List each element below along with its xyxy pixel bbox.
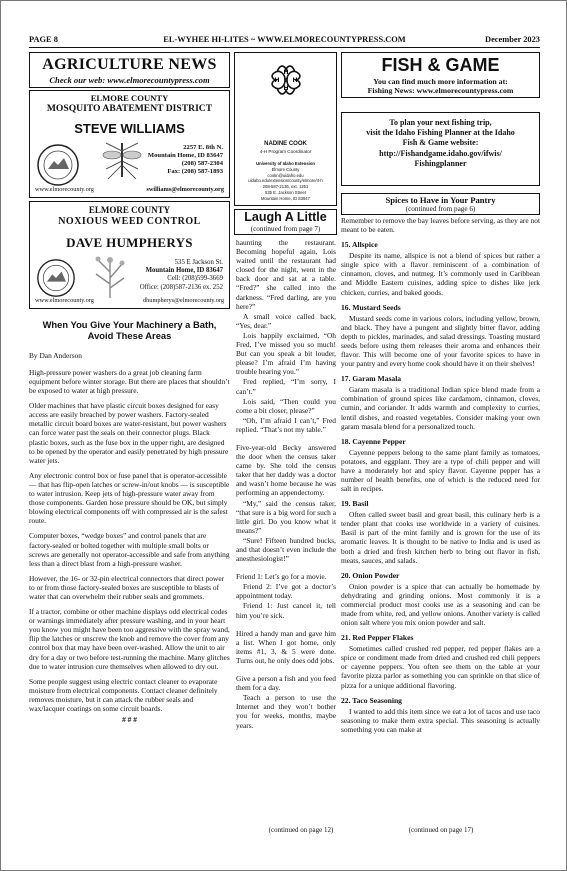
machinery-paragraph: Any electronic control box or fuse panel that is operator-accessible — that has flip-open latches or screw-in/out knobs — is susceptible to water intrusion. Keep jets of high-pressure water away from those components. Garden hose pressure should be OK, but simply blowing electrical components off with compressed air is the safest route. bbox=[29, 470, 230, 526]
mosquito-ad-city: Mountain Home, ID 83647 bbox=[147, 152, 223, 159]
spices-continued-footer: (continued on page 17) bbox=[408, 826, 474, 834]
extension-ad-role: 4-H Program Coordinator bbox=[259, 149, 312, 154]
extension-ad-name: NADINE COOK bbox=[264, 141, 307, 147]
extension-ad-web[interactable]: uidaho.edu/extension/county/elmore/4-h bbox=[248, 178, 323, 184]
machinery-title-line2: Avoid These Areas bbox=[87, 330, 172, 342]
spice-text: Despite its name, allspice is not a blend of spices but rather a single spice with a flavor reminiscent of a combination of cinnamon, cloves, and nutmeg. It’s commonly used in Caribbean and Middle Eastern cuisines, adding spice to dishes like jerk chicken, curries, and baked goods. bbox=[341, 251, 540, 297]
weed-ad-office: Office: (208)587-2136 ex. 252 bbox=[139, 283, 223, 291]
joke-paragraph: Lois happily exclaimed, “Oh Fred, I’ve missed you so much! But can you speak a bit louder, please? I’m afraid I’m having trouble hearing you.” bbox=[236, 330, 336, 377]
mosquito-ad-district: MOSQUITO ABATEMENT DISTRICT bbox=[46, 103, 213, 114]
joke-paragraph: “Sure! Fifteen hundred bucks, and that doesn’t even include the anesthesiologist!” bbox=[236, 535, 336, 564]
joke-paragraph: Friend 1: Let’s go for a movie. bbox=[236, 572, 327, 582]
joke-paragraph: Lois said, “Then could you come a bit closer, please?” bbox=[236, 396, 336, 415]
weed-plant-icon bbox=[90, 252, 130, 298]
agriculture-news-subtitle: Check our web: www.elmorecountypress.com bbox=[49, 75, 210, 85]
machinery-paragraph: However, the 16- or 32-pin electrical connectors that direct power to or from those factory-sealed boxes are susceptible to blasts of water that can overwhelm their rubber seals and grommets. bbox=[29, 573, 225, 601]
planner-url[interactable]: http://Fishandgame.idaho.gov/ifwis/ bbox=[379, 148, 502, 158]
joke-paragraph: “My,” said the census taker, “that sure is a big word for such a little girl. Do you know what it means?” bbox=[236, 498, 336, 535]
laugh-a-little-article bbox=[236, 238, 336, 828]
extension-ad-details bbox=[235, 161, 336, 202]
spice-heading: 20. Onion Powder bbox=[341, 570, 400, 580]
mosquito-abatement-ad bbox=[29, 90, 230, 198]
mosquito-ad-name: STEVE WILLIAMS bbox=[74, 121, 185, 136]
mosquito-ad-web[interactable]: www.elmorecounty.org bbox=[35, 186, 94, 194]
laugh-continued: (continued from page 7) bbox=[250, 225, 321, 233]
weed-ad-contact bbox=[140, 259, 223, 292]
laugh-title: Laugh A Little bbox=[244, 210, 327, 224]
noxious-weed-ad bbox=[29, 201, 230, 309]
masthead bbox=[29, 34, 540, 48]
machinery-article bbox=[29, 319, 230, 837]
article-end-mark: # # # bbox=[122, 715, 137, 725]
fish-game-link[interactable]: Fishing News: www.elmorecountypress.com bbox=[367, 86, 514, 95]
machinery-article-title bbox=[29, 319, 230, 342]
laugh-a-little-header bbox=[234, 209, 337, 235]
weed-ad-name: DAVE HUMPHERYS bbox=[66, 235, 193, 250]
spices-header bbox=[341, 193, 540, 215]
spice-text: Onion powder is a spice that can actually be homemade by dehydrating and grinding onions. Most commonly it is a commercial product most cooks use as a seasoning and can be made from white, red, and yellow onions. Another variety is called onion salt where you mix onion powder and salt. bbox=[341, 581, 540, 628]
extension-ad-phone: 208-587-2136, ext. 1251 bbox=[262, 184, 309, 190]
publication-title: EL-WYHEE HI-LITES ~ WWW.ELMORECOUNTYPRESS.COM bbox=[163, 35, 406, 44]
county-seal-icon bbox=[36, 258, 76, 298]
joke-paragraph: Fred replied, “I’m sorry, I can’t.” bbox=[236, 377, 336, 396]
laugh-continued-footer: (continued on page 12) bbox=[268, 826, 334, 834]
joke-paragraph: A small voice called back, “Yes, dear.” bbox=[236, 311, 336, 330]
spice-text: Cayenne peppers belong to the same plant family as tomatoes, potatoes, and eggplant. They are a type of chili pepper and will have a moderately hot and spicy flavor. Cayenne pepper has a number of health benefits, one of which is the reduced need for salt in recipes. bbox=[341, 447, 540, 494]
four-h-clover-icon bbox=[265, 59, 307, 101]
extension-4h-ad bbox=[234, 52, 337, 206]
fish-game-banner bbox=[341, 52, 540, 98]
extension-ad-street: 535 E. Jackson Street bbox=[265, 189, 306, 195]
extension-ad-city: Mountain Home, ID 83647 bbox=[261, 195, 310, 201]
mosquito-ad-email[interactable]: swilliams@elmorecounty.org bbox=[146, 186, 224, 194]
machinery-paragraphs bbox=[29, 368, 230, 713]
svg-text:H: H bbox=[283, 85, 289, 92]
mosquito-ad-fax: Fax: (208) 587-1893 bbox=[167, 168, 223, 175]
agriculture-news-title: AGRICULTURE NEWS bbox=[42, 56, 217, 73]
spices-continued: (continued from page 6) bbox=[405, 205, 476, 213]
mosquito-ad-county: ELMORE COUNTY bbox=[90, 93, 169, 103]
extension-ad-county: Elmore County bbox=[271, 166, 300, 172]
svg-text:H: H bbox=[274, 77, 280, 84]
mosquito-ad-address: 2257 E. 8th N. bbox=[183, 144, 223, 151]
mosquito-ad-phone: (208) 587-2304 bbox=[181, 160, 223, 167]
fish-game-info: You can find much more information at: bbox=[373, 77, 508, 86]
fish-game-title: FISH & GAME bbox=[381, 55, 500, 75]
spices-title: Spices to Have in Your Pantry bbox=[385, 195, 496, 205]
planner-line: To plan your next fishing trip, bbox=[389, 118, 492, 127]
joke-paragraph: Friend 2: I’ve got a doctor’s appointment today. bbox=[236, 582, 336, 601]
joke-paragraph: Five-year-old Becky answered the door when the census taker came by. She told the census taker that her daddy was a doctor and wasn’t home because he was performing an appendectomy. bbox=[236, 442, 336, 498]
machinery-paragraph: Computer boxes, “wedge boxes” and control panels that are factory-sealed or bolted together with multiple small bolts or screws are generally not operator-accessible and safe from anything less than a direct blast from a high-pressure washer. bbox=[29, 531, 230, 568]
machinery-paragraph: Older machines that have plastic circuit boxes designed for easy access are easily breached by power washers. Factory-sealed metallic circuit board boxes are water-resistant, but power washers can force water past the seals on their connector plugs. Black plastic boxes, such as the fuse box in the upper right, are designed to be opened by the operator and easily penetrated by high pressure water jets. bbox=[29, 401, 229, 465]
spices-article bbox=[341, 216, 540, 828]
extension-ad-email[interactable]: cookn@uidaho.edu bbox=[267, 172, 304, 178]
machinery-paragraph: Some people suggest using electric contact cleaner to evaporate moisture from electrical components. Contact cleaner definitely removes moisture, but it can attack the rubber seals and wax/lacquer coatings on some circuit boards. bbox=[29, 676, 218, 713]
weed-ad-city: Mountain Home, ID 83647 bbox=[145, 267, 223, 275]
extension-ad-org: University of Idaho Extension bbox=[256, 161, 315, 166]
agriculture-news-banner bbox=[29, 52, 230, 88]
fishing-planner-text bbox=[342, 113, 539, 169]
weed-ad-cell: Cell: (208)599-3669 bbox=[167, 275, 223, 283]
joke-paragraph: Hired a handy man and gave him a list. When I got home, only items #1, 3, & 5 were done. Turns out, he only does odd jobs. bbox=[236, 628, 336, 665]
machinery-byline: By Dan Anderson bbox=[29, 350, 82, 360]
spice-text: I wanted to add this item since we eat a lot of tacos and use taco seasoning to make them extra special. This seasoning is actually something you can make at bbox=[341, 706, 540, 734]
spice-heading: 21. Red Pepper Flakes bbox=[341, 633, 414, 643]
weed-ad-address: 535 E Jackson St. bbox=[174, 259, 223, 266]
weed-ad-county: ELMORE COUNTY bbox=[88, 205, 171, 215]
joke-paragraph: “Oh, I’m afraid I can’t,” Fred replied. “That’s not my table.” bbox=[236, 415, 336, 434]
spice-text: Garam masala is a traditional Indian spice blend made from a combination of ground spices like cardamom, cinnamon, cloves, cumin, and coriander. It adds warmth and complexity to curries, lentil dishes, and roasted vegetables. Consider making your own garam masala blend for a personalized touch. bbox=[341, 385, 540, 431]
fishing-planner-box bbox=[341, 112, 540, 186]
mosquito-icon bbox=[102, 139, 142, 183]
planner-line: visit the Idaho Fishing Planner at the Idaho bbox=[366, 128, 515, 138]
joke-paragraph: Give a person a fish and you feed them for a day. bbox=[236, 674, 336, 693]
spice-text: Often called sweet basil and great basil, this culinary herb is a tender plant that cooks use worldwide in a variety of cuisines. Basil is part of the mint family and is grown for the use of its aromatic leaves. It is thought to be native to India and is used as both a dried and fresh kitchen herb to bring out flavor in fish, meats, sauces, and salads. bbox=[341, 510, 540, 565]
machinery-paragraph: High-pressure power washers do a great job cleaning farm equipment before winter storage. But there are places that shouldn’t be exposed to water at high pressure. bbox=[29, 367, 230, 396]
weed-ad-department: NOXIOUS WEED CONTROL bbox=[58, 216, 201, 227]
svg-text:H: H bbox=[292, 77, 298, 84]
machinery-title-line1: When You Give Your Machinery a Bath, bbox=[42, 319, 217, 330]
county-seal-icon bbox=[36, 143, 80, 187]
spice-heading: 18. Cayenne Pepper bbox=[341, 436, 406, 446]
planner-url-end[interactable]: Fishingplanner bbox=[414, 158, 467, 168]
spice-heading: 16. Mustard Seeds bbox=[341, 302, 401, 312]
spice-text: Sometimes called crushed red pepper, red pepper flakes are a spice or condiment made from dried and crushed red chili peppers or cayenne peppers. You often see them on the table at your favorite pizza parlor as something you can sprinkle on that slice of pizza for a unique additional flavoring. bbox=[341, 644, 540, 690]
mosquito-ad-contact bbox=[148, 144, 223, 176]
spice-heading: 15. Allspice bbox=[341, 240, 378, 250]
svg-text:H: H bbox=[283, 69, 289, 76]
spice-heading: 19. Basil bbox=[341, 499, 369, 509]
spice-heading: 17. Garam Masala bbox=[341, 374, 402, 384]
joke-paragraph: Teach a person to use the Internet and they won’t bother you for weeks, months, maybe years. bbox=[236, 693, 336, 730]
planner-line: Fish & Game website: bbox=[402, 138, 479, 148]
page-number: PAGE 8 bbox=[29, 35, 58, 44]
weed-ad-email[interactable]: dhumpherys@elmorecounty.org bbox=[143, 297, 224, 305]
spice-heading: 22. Taco Seasoning bbox=[341, 695, 402, 705]
joke-paragraph: haunting the restaurant. Becoming hopeful again, Lois waited until the restaurant had closed for the night, went in the back door and sat at a table. “Fred?” she called into the darkness. “Fred darling, are you here?” bbox=[236, 238, 336, 311]
spice-text: Mustard seeds come in various colors, including yellow, brown, and black. They have a pungent and slightly bitter flavor, adding depth to pickles, marinades, and salad dressings. Toasting mustard seeds before using them releases their aroma and enhances their flavor. This will become one of your favorite spices to have in your pantry and every home cook should have it on their shelves! bbox=[341, 313, 540, 369]
issue-date: December 2023 bbox=[485, 35, 540, 44]
spices-intro: Remember to remove the bay leaves before serving, as they are not meant to be eaten. bbox=[341, 216, 540, 235]
weed-ad-web[interactable]: www.elmorecounty.org bbox=[35, 297, 94, 305]
joke-paragraph: Friend 1: Just cancel it, tell him you’re sick. bbox=[236, 601, 336, 620]
machinery-paragraph: If a tractor, combine or other machine displays odd electrical codes or warnings immediately after pressure washing, and in your heart you know you might have been too aggressive with the spray wand, flip the latches or unscrew the knob and remove the cover from any control box that may have been over-washed. Allow the unit to air dry for a day or two before test-running the machine. Many glitches due to water intrusion cure themselves when allowed to dry out. bbox=[29, 607, 230, 671]
